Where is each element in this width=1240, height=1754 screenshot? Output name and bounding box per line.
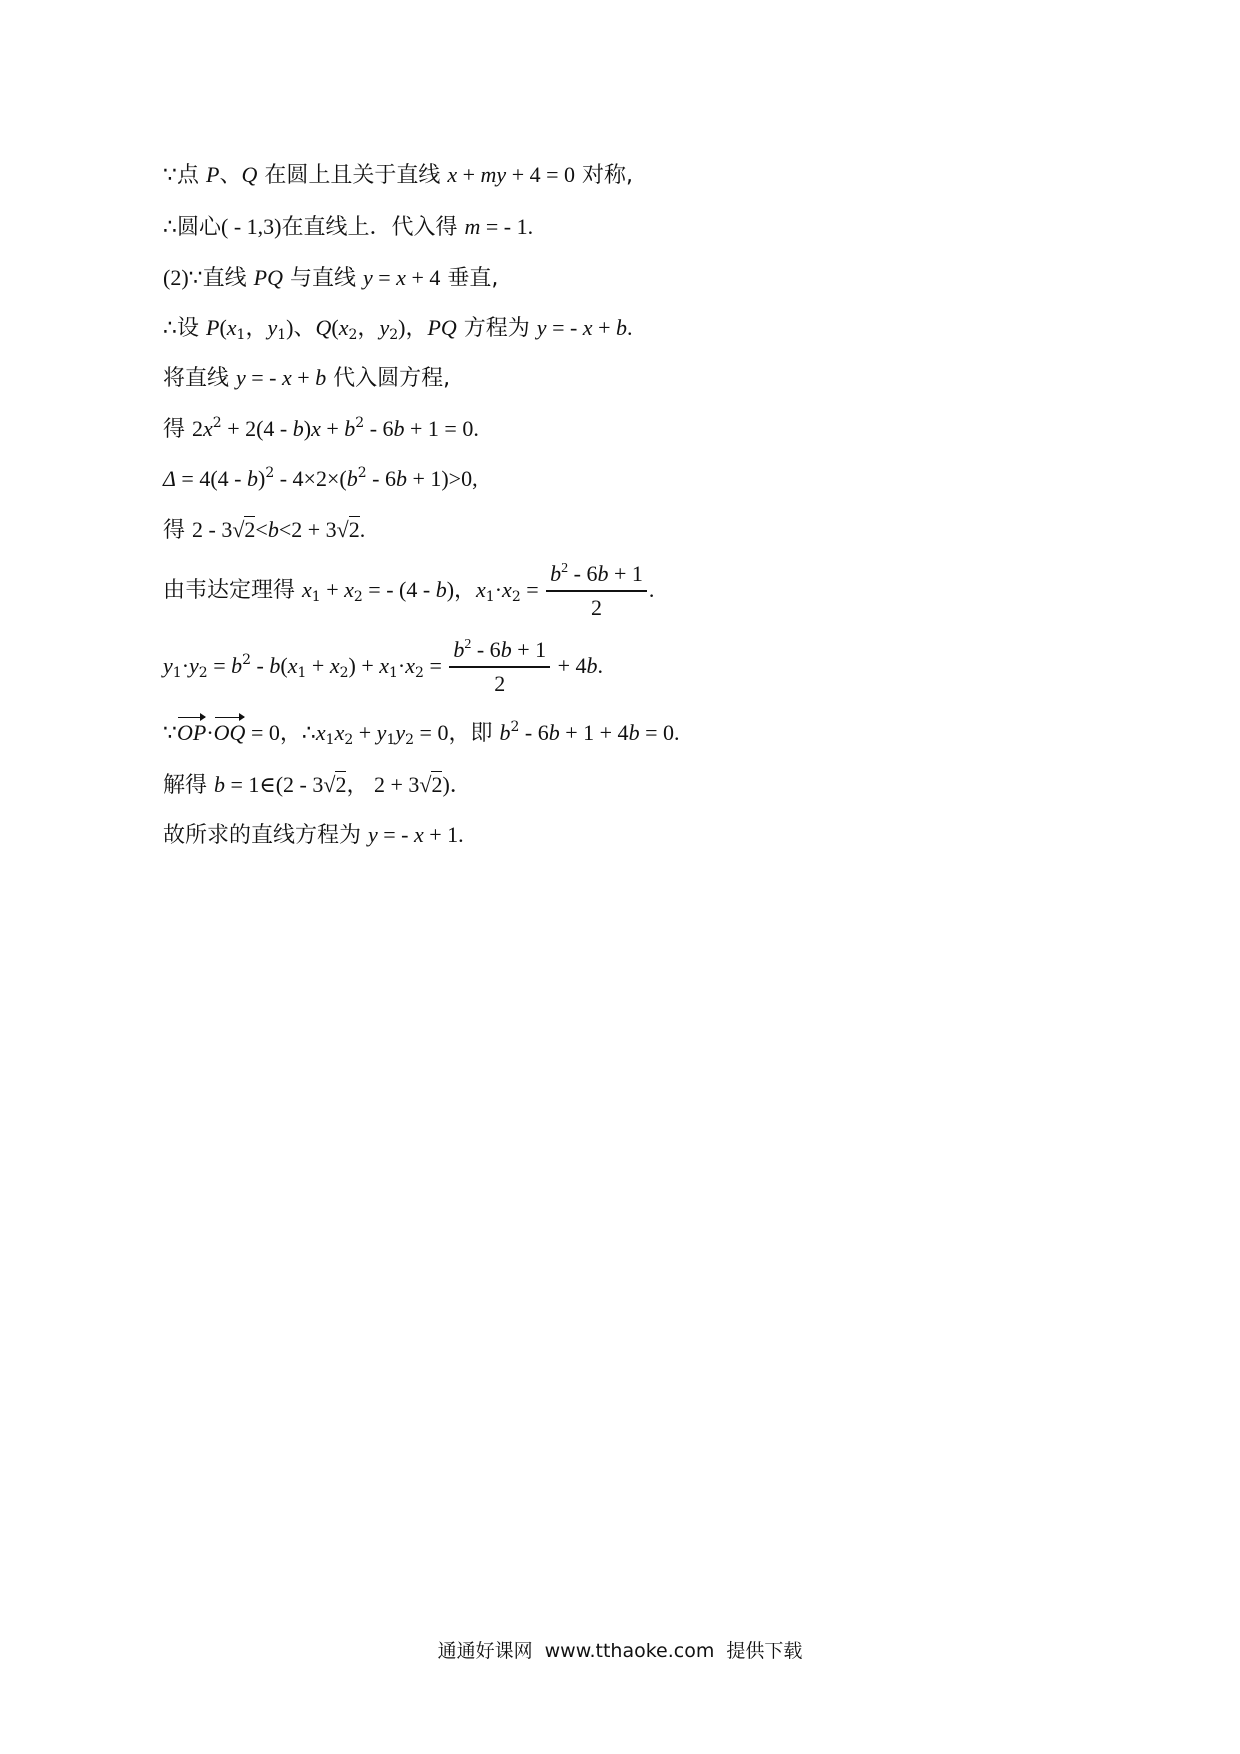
solution-line-1: ∵点 P、Q 在圆上且关于直线 x + my + 4 = 0 对称, (163, 162, 634, 188)
solution-line-7: $\Delta = 4(4 - b)^2 - 4\times 2\times(b^2 - 6b + 1)>0$, (163, 465, 478, 491)
solution-line-5: 将直线 y = - x + b 代入圆方程, (163, 365, 451, 391)
solution-line-12: 解得 b = 1∈(2 - 3√2， 2 + 3√2)． (163, 772, 472, 798)
solution-line-10: $y_1\cdot y_2 = b^2 - b(x_1 + x_2) + x_1\cdot x_2$ = $\frac{b^2 - 6b + 1}{2}$ + 4b. (163, 637, 604, 696)
sqrt-sign: √ (232, 517, 245, 542)
solution-line-4: ∴设 $P(x_1$，$y_1$)、$Q(x_2$，$y_2$)，PQ 方程为 y = - x + b. (163, 315, 633, 343)
sqrt-sign: √ (419, 772, 432, 797)
footer-url[interactable]: www.tthaoke.com (544, 1640, 715, 1662)
fraction-numerator: $b^2 - 6b + 1$ (546, 561, 647, 592)
footer-suffix: 提供下载 (726, 1640, 803, 1662)
sqrt-sign: √ (336, 517, 349, 542)
fraction (546, 561, 647, 621)
fraction (449, 637, 550, 697)
fraction-numerator: $b^2 - 6b + 1$ (449, 637, 550, 668)
fraction-denominator: 2 (591, 595, 603, 620)
solution-line-2: ∴圆心( - 1,3)在直线上．代入得 m = - 1. (163, 214, 534, 240)
fraction-denominator: 2 (494, 671, 506, 696)
solution-line-6: 得 $2x^2 + 2(4 - b)x + b^2 - 6b + 1 = 0$. (163, 415, 479, 442)
page-footer (0, 1636, 1240, 1663)
solution-line-13: 故所求的直线方程为 y = - x + 1. (163, 822, 464, 848)
solution-line-9: 由韦达定理得 $x_1 + x_2$ = - (4 - b)，$x_1\cdot x_2$ = $\frac{b^2 - 6b + 1}{2}$ . (163, 561, 655, 620)
solution-line-8: 得 2 - 3√2<b<2 + 3√2. (163, 517, 366, 543)
footer-brand: 通通好课网 (437, 1640, 533, 1662)
vector-op: OP (177, 718, 206, 748)
solution-line-3: (2)∵直线 PQ 与直线 y = x + 4 垂直, (163, 265, 499, 291)
solution-line-11: ∵OP·OQ = 0，$\therefore x_1x_2 + y_1y_2 = 0$，即 $b^2 - 6b + 1 + 4b = 0$. (163, 719, 680, 748)
sqrt-sign: √ (323, 772, 336, 797)
vector-oq: OQ (214, 718, 246, 748)
